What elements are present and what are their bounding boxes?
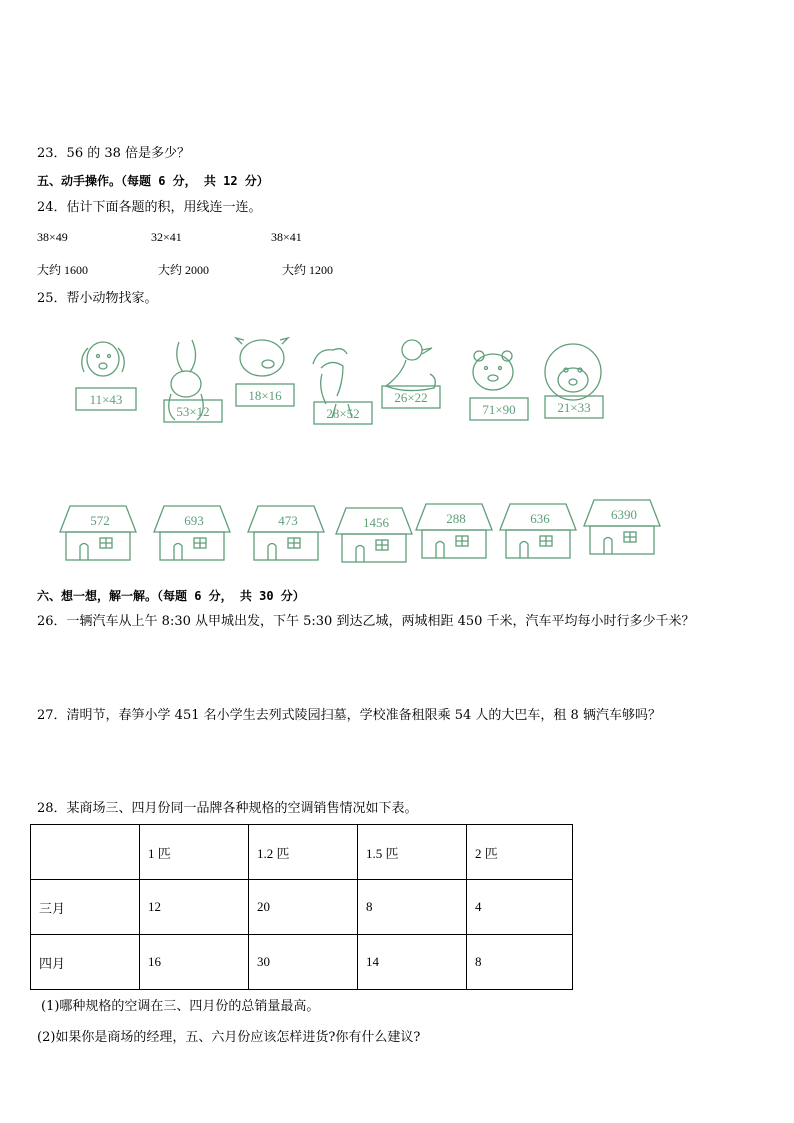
house-number: 636 xyxy=(530,511,550,526)
animal-expr-rabbit: 53×12 xyxy=(176,404,210,419)
table-cell: 20 xyxy=(249,880,358,935)
q24-estimate-3: 大约 1200 xyxy=(282,263,334,277)
animal-expr-monkey: 21×33 xyxy=(557,400,591,415)
question-28-part-1: (1)哪种规格的空调在三、四月份的总销量最高。 xyxy=(41,999,320,1014)
table-row xyxy=(31,935,573,990)
question-27: 27．清明节，春笋小学 451 名小学生去列式陵园扫墓，学校准备租限乘 54 人的大巴车，租 8 辆汽车够吗？ xyxy=(37,708,661,723)
table-row xyxy=(31,880,573,935)
table-row-label: 四月 xyxy=(31,935,140,990)
table-cell: 16 xyxy=(140,935,249,990)
table-row-label: 三月 xyxy=(31,880,140,935)
question-26: 26．一辆汽车从上午 8:30 从甲城出发，下午 5:30 到达乙城，两城相距 450 千米，汽车平均每小时行多少千米？ xyxy=(37,614,695,629)
question-24: 24．估计下面各题的积，用线连一连。 xyxy=(37,200,262,215)
table-header-row xyxy=(31,825,573,880)
table-cell: 8 xyxy=(358,880,467,935)
q24-expr-3: 38×41 xyxy=(271,230,302,244)
table-header-cell: 1 匹 xyxy=(140,825,249,880)
house-number: 473 xyxy=(278,513,298,528)
question-28: 28．某商场三、四月份同一品牌各种规格的空调销售情况如下表。 xyxy=(37,801,418,816)
question-28-part-2: (2)如果你是商场的经理，五、六月份应该怎样进货?你有什么建议? xyxy=(37,1030,421,1045)
sales-table xyxy=(30,824,573,990)
q24-expr-1: 38×49 xyxy=(37,230,68,244)
question-25: 25．帮小动物找家。 xyxy=(37,291,158,306)
table-cell: 30 xyxy=(249,935,358,990)
animal-expr-duck: 26×22 xyxy=(394,390,428,405)
table-header-cell: 1.5 匹 xyxy=(358,825,467,880)
house-number: 6390 xyxy=(611,507,637,522)
animal-expr-dog: 11×43 xyxy=(89,392,123,407)
table-cell: 12 xyxy=(140,880,249,935)
animal-expr-goat: 28×52 xyxy=(326,406,360,421)
house-number: 693 xyxy=(184,513,204,528)
house-number: 1456 xyxy=(363,515,389,530)
houses-illustration xyxy=(56,496,676,566)
table-header-cell: 1.2 匹 xyxy=(249,825,358,880)
animals-illustration xyxy=(66,334,626,434)
section-6-heading: 六、想一想，解一解。（每题 6 分， 共 30 分） xyxy=(37,589,305,603)
animal-expr-bear: 71×90 xyxy=(482,402,516,417)
table-cell: 4 xyxy=(467,880,573,935)
q24-expr-2: 32×41 xyxy=(151,230,182,244)
animal-expr-pig: 18×16 xyxy=(248,388,282,403)
question-23: 23．56 的 38 倍是多少？ xyxy=(37,146,191,161)
q24-estimate-1: 大约 1600 xyxy=(37,263,89,277)
table-cell: 14 xyxy=(358,935,467,990)
house-number: 572 xyxy=(90,513,110,528)
table-cell: 8 xyxy=(467,935,573,990)
table-header-cell: 2 匹 xyxy=(467,825,573,880)
house-number: 288 xyxy=(446,511,466,526)
section-5-heading: 五、动手操作。（每题 6 分， 共 12 分） xyxy=(37,174,269,188)
q24-estimate-2: 大约 2000 xyxy=(158,263,210,277)
table-header-cell xyxy=(31,825,140,880)
